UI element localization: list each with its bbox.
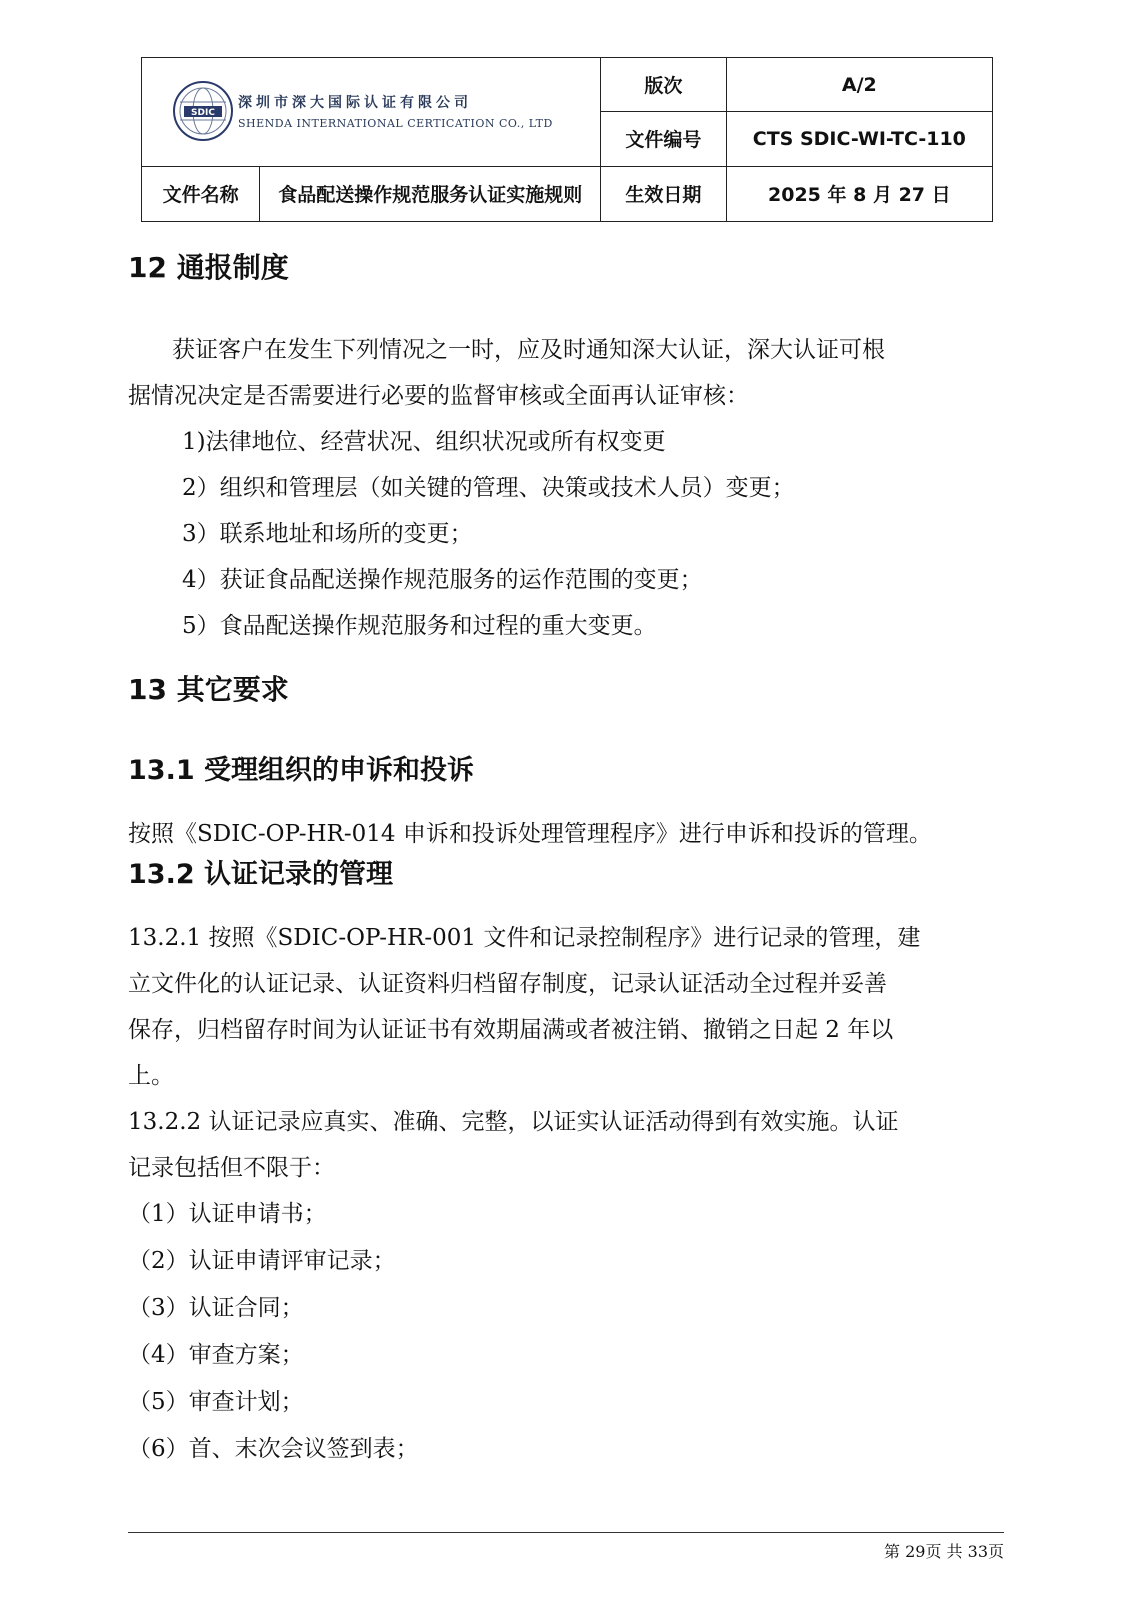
- doc-name-value: 食品配送操作规范服务认证实施规则: [260, 166, 601, 221]
- list-item: （3）认证合同；: [128, 1295, 304, 1321]
- company-logo-cell: [142, 58, 601, 167]
- list-item: （5）审查计划；: [128, 1389, 304, 1415]
- logo-abbrev: SDIC: [191, 108, 215, 118]
- paragraph-line: 记录包括但不限于：: [128, 1155, 335, 1181]
- section-13-2-title: 13.2 认证记录的管理: [128, 859, 394, 890]
- version-value: A/2: [726, 58, 992, 112]
- list-item: 3）联系地址和场所的变更；: [182, 521, 473, 547]
- paragraph-line: 13.2.1 按照《SDIC-OP-HR-001 文件和记录控制程序》进行记录的管理，建: [128, 925, 921, 951]
- paragraph-line: 保存，归档留存时间为认证证书有效期届满或者被注销、撤销之日起 2 年以: [128, 1017, 894, 1043]
- list-item: （6）首、末次会议签到表；: [128, 1436, 419, 1462]
- paragraph-line: 立文件化的认证记录、认证资料归档留存制度，记录认证活动全过程并妥善: [128, 971, 887, 997]
- page-number: 第 29页 共 33页: [884, 1542, 1004, 1561]
- company-logo: [172, 80, 553, 142]
- list-item: （1）认证申请书；: [128, 1201, 327, 1227]
- list-item: （2）认证申请评审记录；: [128, 1248, 396, 1274]
- globe-logo-icon: [172, 80, 234, 142]
- list-item: 1)法律地位、经营状况、组织状况或所有权变更: [182, 429, 666, 455]
- effective-date-value: 2025 年 8 月 27 日: [726, 166, 992, 221]
- effective-date-label: 生效日期: [601, 166, 727, 221]
- section-12-title: 12 通报制度: [128, 251, 289, 284]
- company-name-cn: 深圳市深大国际认证有限公司: [238, 95, 472, 111]
- footer-divider: [128, 1532, 1004, 1533]
- section-13-title: 13 其它要求: [128, 673, 289, 706]
- doc-no-value: CTS SDIC-WI-TC-110: [726, 112, 992, 166]
- list-item: （4）审查方案；: [128, 1342, 304, 1368]
- list-item: 4）获证食品配送操作规范服务的运作范围的变更；: [182, 567, 703, 593]
- list-item: 2）组织和管理层（如关键的管理、决策或技术人员）变更；: [182, 475, 795, 501]
- paragraph-line: 上。: [128, 1063, 174, 1089]
- section-13-1-title: 13.1 受理组织的申诉和投诉: [128, 755, 475, 786]
- section-12-intro-line2: 据情况决定是否需要进行必要的监督审核或全面再认证审核：: [128, 383, 749, 409]
- company-name-en: SHENDA INTERNATIONAL CERTICATION CO., LTD: [238, 117, 553, 130]
- section-12-intro-line1: 获证客户在发生下列情况之一时，应及时通知深大认证，深大认证可根: [172, 337, 885, 363]
- document-header-table: [141, 57, 993, 222]
- paragraph-line: 13.2.2 认证记录应真实、准确、完整，以证实认证活动得到有效实施。认证: [128, 1109, 899, 1135]
- list-item: 5）食品配送操作规范服务和过程的重大变更。: [182, 613, 657, 639]
- doc-no-label: 文件编号: [601, 112, 727, 166]
- doc-name-label: 文件名称: [142, 166, 260, 221]
- section-13-1-text: 按照《SDIC-OP-HR-014 申诉和投诉处理管理程序》进行申诉和投诉的管理。: [128, 821, 932, 847]
- version-label: 版次: [601, 58, 727, 112]
